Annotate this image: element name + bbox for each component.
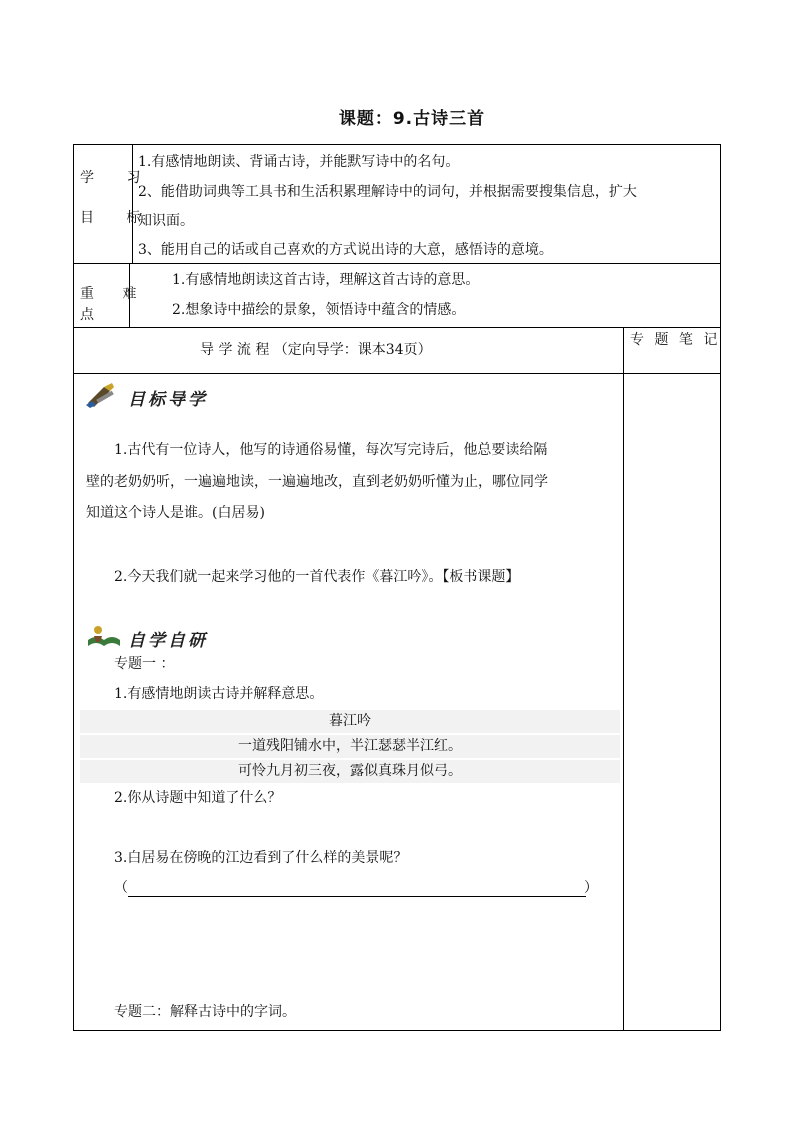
poem-title: 暮江吟 [329,713,371,729]
intro-line: 知道这个诗人是谁。(白居易) [86,505,265,521]
intro-line: 1.古代有一位诗人，他写的诗通俗易懂，每次写完诗后，他总要读给隔 [114,442,548,458]
row-divider [73,263,721,264]
section-badge-selfstudy [84,622,264,652]
poem-line: 可怜九月初三夜，露似真珠月似弓。 [238,763,462,779]
answer-blank-close: ） [584,880,598,896]
keypoint-item: 1.有感情地朗读这首古诗，理解这首古诗的意思。 [172,272,480,288]
label-column-divider [132,144,133,263]
keypoint-item: 2.想象诗中描绘的景象，领悟诗中蕴含的情感。 [172,302,466,318]
keypoints-label-bottom: 点 [80,307,94,323]
intro-line: 壁的老奶奶听，一遍遍地读，一遍遍地改，直到老奶奶听懂为止，哪位同学 [86,474,548,490]
keypoints-label-top: 重 难 [80,286,149,302]
answer-blank-line[interactable] [128,896,586,897]
question: 1.有感情地朗读古诗并解释意思。 [114,686,324,702]
question: 2.你从诗题中知道了什么？ [114,790,282,806]
goal-item: 1.有感情地朗读、背诵古诗，并能默写诗中的名句。 [138,154,460,170]
flow-header: 导 学 流 程 （定向导学：课本34页） [200,342,432,358]
section-badge-label: 自学自研 [128,631,208,651]
pen-brush-icon [84,381,124,409]
poem-line: 一道残阳铺水中，半江瑟瑟半江红。 [238,738,462,754]
page-title: 课题：9.古诗三首 [338,109,486,129]
book-reader-icon [84,622,124,650]
notes-column-divider [623,327,624,1031]
answer-blank-open: （ [114,880,128,896]
goal-item: 2、能借助词典等工具书和生活积累理解诗中的词句，并根据需要搜集信息，扩大 [138,184,637,200]
notes-header: 专 题 笔 记 [630,332,721,348]
goals-label-top: 学 习 [80,170,155,186]
question: 3.白居易在傍晚的江边看到了什么样的美景呢？ [114,850,408,866]
intro-line: 2.今天我们就一起来学习他的一首代表作《暮江吟》。【板书课题】 [114,569,520,585]
topic-heading: 专题一 ： [114,656,175,672]
goal-item: 知识面。 [138,213,194,229]
topic-heading: 专题二：解释古诗中的字词。 [114,1004,296,1020]
goal-item: 3、能用自己的话或自己喜欢的方式说出诗的大意，感悟诗的意境。 [138,242,553,258]
section-badge-label: 目标导学 [128,390,208,410]
goals-label-bottom: 目 标 [80,210,155,226]
section-badge-goal [84,381,264,411]
